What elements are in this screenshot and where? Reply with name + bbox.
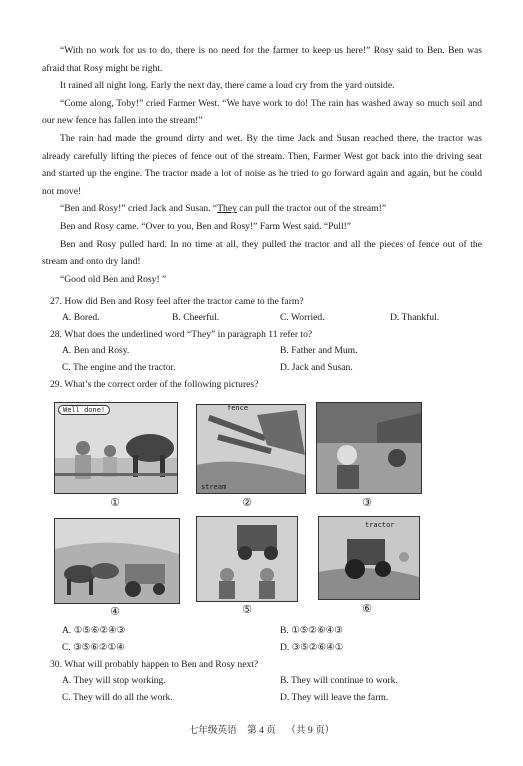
picture-2-number: ② — [242, 497, 252, 509]
footer-total-pages: （共 9 页） — [286, 725, 335, 736]
paragraph-3: “Come along, Toby!” cried Farmer West. “We have work to do! The rain has washed away so much soil and our new fence has fallen into the stream!” — [42, 97, 482, 127]
picture-1-farm-animals — [54, 402, 178, 494]
q27-option-d: D. Thankful. — [390, 312, 440, 323]
question-27: 27. How did Ben and Rosy feel after the tractor came to the farm? — [50, 296, 304, 307]
underlined-word-they: They — [217, 203, 237, 215]
q27-option-b: B. Cheerful. — [172, 312, 220, 323]
q28-option-b: B. Father and Mum. — [280, 345, 358, 356]
paragraph-6: Ben and Rosy came. “Over to you, Ben and Rosy!” Farm West said. “Pull!” — [60, 220, 352, 232]
picture-6-number: ⑥ — [362, 603, 372, 615]
q28-option-c: C. The engine and the tractor. — [62, 362, 176, 373]
q30-option-c: C. They will do all the work. — [62, 692, 173, 703]
paragraph-5-end: can pull the tractor out of the stream!” — [236, 203, 387, 215]
paragraph-5-start: “Ben and Rosy!” cried Jack and Susan. “ — [60, 203, 218, 215]
picture-5-tractor-arrives — [196, 516, 298, 602]
q30-option-a: A. They will stop working. — [62, 675, 166, 686]
q27-option-c: C. Worried. — [280, 312, 325, 323]
paragraph-5 — [42, 200, 482, 218]
q30-option-d: D. They will leave the farm. — [280, 692, 389, 703]
paragraph-7: Ben and Rosy pulled hard. In no time at all, they pulled the tractor and all the pieces of fence out of the stream and onto dry land! — [42, 238, 482, 268]
picture-3-farmer-rain — [316, 402, 422, 494]
picture-5-number: ⑤ — [242, 604, 252, 616]
reading-passage — [42, 42, 482, 288]
picture-2-fence-stream — [196, 404, 306, 494]
q29-option-a: A. ①⑤⑥②④③ — [62, 625, 126, 636]
page-footer — [0, 722, 523, 736]
question-30: 30. What will probably happen to Ben and Rosy next? — [50, 659, 259, 670]
paragraph-4: The rain had made the ground dirty and wet. By the time Jack and Susan reached there, the tractor was already carefully lifting the pieces of fence out of the stream. Then, Farmer West got back into the driving seat and started up the engine. The tractor made a lot of noise as he tried to go forward again and again, but he could not move! — [42, 132, 482, 197]
footer-subject: 七年级英语 — [188, 725, 237, 736]
picture-4-number: ④ — [110, 606, 120, 618]
picture-1-number: ① — [110, 497, 120, 509]
picture-6-tractor-label: tractor — [365, 521, 395, 529]
question-28: 28. What does the underlined word “They” in paragraph 11 refer to? — [50, 329, 313, 340]
paragraph-8: “Good old Ben and Rosy! ” — [60, 273, 167, 285]
picture-4-horses-pull-tractor — [54, 518, 180, 604]
footer-page-number: 第 4 页 — [247, 725, 276, 736]
q28-option-d: D. Jack and Susan. — [280, 362, 353, 373]
picture-1-speech-bubble: Well done! — [58, 405, 110, 415]
picture-2-fence-label: fence — [227, 404, 249, 412]
paragraph-1: “With no work for us to do, there is no need for the farmer to keep us here!” Rosy said to Ben. Ben was afraid that Rosy might be right. — [42, 45, 482, 74]
q28-option-a: A. Ben and Rosy. — [62, 345, 130, 356]
picture-2-stream-label: stream — [201, 483, 227, 491]
picture-6-tractor-stuck — [318, 516, 420, 600]
question-29: 29. What’s the correct order of the following pictures? — [50, 379, 259, 390]
q27-option-a: A. Bored. — [62, 312, 100, 323]
q29-option-b: B. ①⑤②⑥④③ — [280, 625, 343, 636]
q29-option-d: D. ③⑤②⑥④① — [280, 642, 344, 653]
q29-option-c: C. ③⑤⑥②①④ — [62, 642, 125, 653]
paragraph-2: It rained all night long. Early the next day, there came a loud cry from the yard outside. — [60, 80, 395, 92]
q30-option-b: B. They will continue to work. — [280, 675, 398, 686]
picture-3-number: ③ — [362, 497, 372, 509]
